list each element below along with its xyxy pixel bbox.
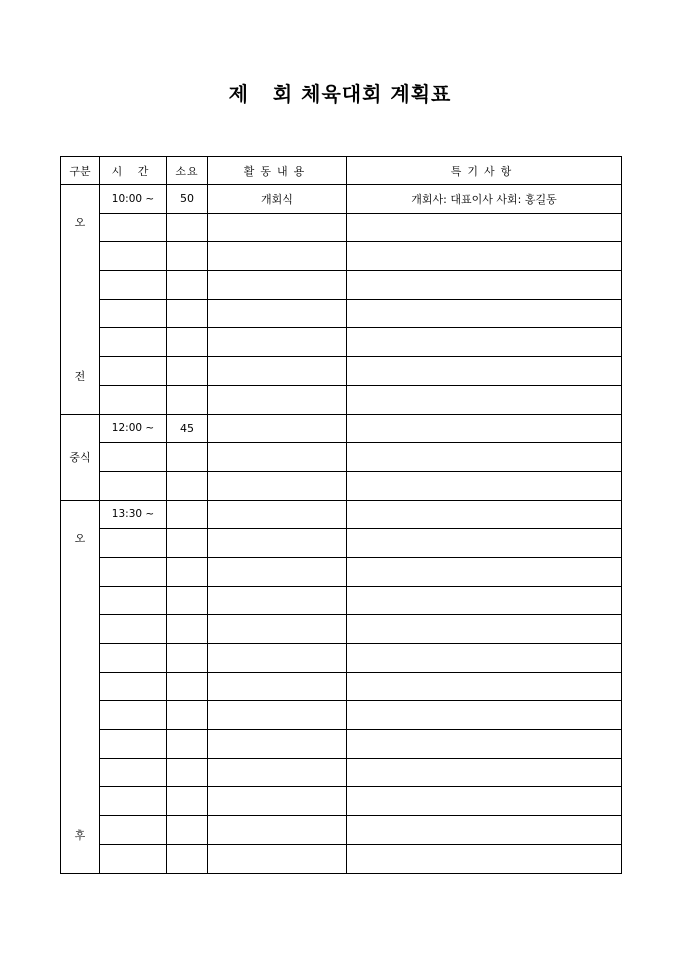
time-cell[interactable] <box>100 787 167 816</box>
table-row <box>61 185 622 214</box>
header-duration: 소요 <box>167 157 208 185</box>
duration-cell[interactable] <box>167 730 208 759</box>
time-cell[interactable]: 12:00 ~ <box>100 414 167 443</box>
activity-cell[interactable] <box>208 213 347 242</box>
notes-cell[interactable] <box>347 500 622 529</box>
activity-cell[interactable] <box>208 586 347 615</box>
notes-cell[interactable] <box>347 730 622 759</box>
time-cell[interactable] <box>100 299 167 328</box>
notes-cell[interactable] <box>347 816 622 845</box>
activity-cell[interactable] <box>208 357 347 386</box>
time-cell[interactable] <box>100 758 167 787</box>
duration-cell[interactable] <box>167 213 208 242</box>
notes-cell[interactable] <box>347 615 622 644</box>
division-cell-afternoon <box>61 500 100 873</box>
notes-cell[interactable] <box>347 443 622 472</box>
duration-cell[interactable] <box>167 701 208 730</box>
notes-cell[interactable] <box>347 758 622 787</box>
table-row <box>61 213 622 242</box>
notes-cell[interactable] <box>347 242 622 271</box>
activity-cell[interactable] <box>208 271 347 300</box>
duration-cell[interactable] <box>167 328 208 357</box>
duration-cell[interactable] <box>167 385 208 414</box>
activity-cell[interactable]: 개회식 <box>208 185 347 214</box>
time-cell[interactable] <box>100 816 167 845</box>
table-row <box>61 271 622 300</box>
header-row <box>61 157 622 185</box>
duration-cell[interactable] <box>167 672 208 701</box>
duration-cell[interactable]: 50 <box>167 185 208 214</box>
division-label-top: 오 <box>74 531 86 545</box>
activity-cell[interactable] <box>208 414 347 443</box>
table-row <box>61 357 622 386</box>
table-row <box>61 816 622 845</box>
activity-cell[interactable] <box>208 385 347 414</box>
activity-cell[interactable] <box>208 730 347 759</box>
event-plan-table <box>60 156 622 874</box>
division-label-top: 오 <box>74 216 86 230</box>
division-cell-morning <box>61 185 100 415</box>
table-row <box>61 299 622 328</box>
duration-cell[interactable] <box>167 758 208 787</box>
table-row <box>61 500 622 529</box>
time-cell[interactable] <box>100 844 167 873</box>
division-label-bottom: 후 <box>74 829 86 843</box>
activity-cell[interactable] <box>208 672 347 701</box>
time-cell[interactable] <box>100 529 167 558</box>
table-row <box>61 615 622 644</box>
time-cell[interactable] <box>100 615 167 644</box>
table-row <box>61 586 622 615</box>
notes-cell[interactable] <box>347 787 622 816</box>
duration-cell[interactable] <box>167 586 208 615</box>
notes-cell[interactable]: 개회사: 대표이사 사회: 홍길동 <box>347 185 622 214</box>
notes-cell[interactable] <box>347 271 622 300</box>
notes-cell[interactable] <box>347 414 622 443</box>
header-division: 구분 <box>61 157 100 185</box>
time-cell[interactable] <box>100 242 167 271</box>
notes-cell[interactable] <box>347 385 622 414</box>
notes-cell[interactable] <box>347 586 622 615</box>
activity-cell[interactable] <box>208 500 347 529</box>
duration-cell[interactable] <box>167 844 208 873</box>
notes-cell[interactable] <box>347 299 622 328</box>
activity-cell[interactable] <box>208 443 347 472</box>
time-cell[interactable]: 13:30 ~ <box>100 500 167 529</box>
activity-cell[interactable] <box>208 701 347 730</box>
table-row <box>61 385 622 414</box>
header-time: 시 간 <box>100 157 167 185</box>
table-row <box>61 672 622 701</box>
notes-cell[interactable] <box>347 529 622 558</box>
time-cell[interactable] <box>100 443 167 472</box>
table-row <box>61 730 622 759</box>
table-row <box>61 557 622 586</box>
table-row <box>61 414 622 443</box>
notes-cell[interactable] <box>347 701 622 730</box>
duration-cell[interactable] <box>167 242 208 271</box>
division-cell-lunch <box>61 414 100 500</box>
table-row <box>61 443 622 472</box>
duration-cell[interactable] <box>167 644 208 673</box>
notes-cell[interactable] <box>347 213 622 242</box>
activity-cell[interactable] <box>208 844 347 873</box>
activity-cell[interactable] <box>208 299 347 328</box>
activity-cell[interactable] <box>208 816 347 845</box>
activity-cell[interactable] <box>208 787 347 816</box>
duration-cell[interactable] <box>167 500 208 529</box>
time-cell[interactable]: 10:00 ~ <box>100 185 167 214</box>
time-cell[interactable] <box>100 557 167 586</box>
time-cell[interactable] <box>100 328 167 357</box>
table-body <box>61 185 622 874</box>
time-cell[interactable] <box>100 644 167 673</box>
table-row <box>61 844 622 873</box>
time-cell[interactable] <box>100 385 167 414</box>
notes-cell[interactable] <box>347 328 622 357</box>
activity-cell[interactable] <box>208 242 347 271</box>
table-row <box>61 701 622 730</box>
notes-cell[interactable] <box>347 844 622 873</box>
activity-cell[interactable] <box>208 615 347 644</box>
activity-cell[interactable] <box>208 644 347 673</box>
duration-cell[interactable] <box>167 471 208 500</box>
table-row <box>61 471 622 500</box>
activity-cell[interactable] <box>208 758 347 787</box>
activity-cell[interactable] <box>208 529 347 558</box>
division-label-bottom: 전 <box>74 370 86 384</box>
duration-cell[interactable] <box>167 816 208 845</box>
notes-cell[interactable] <box>347 557 622 586</box>
notes-cell[interactable] <box>347 644 622 673</box>
time-cell[interactable] <box>100 471 167 500</box>
duration-cell[interactable] <box>167 557 208 586</box>
duration-cell[interactable] <box>167 271 208 300</box>
duration-cell[interactable] <box>167 299 208 328</box>
activity-cell[interactable] <box>208 557 347 586</box>
time-cell[interactable] <box>100 271 167 300</box>
time-cell[interactable] <box>100 213 167 242</box>
duration-cell[interactable] <box>167 787 208 816</box>
activity-cell[interactable] <box>208 328 347 357</box>
notes-cell[interactable] <box>347 357 622 386</box>
division-label: 중식 <box>69 451 91 465</box>
time-cell[interactable] <box>100 586 167 615</box>
notes-cell[interactable] <box>347 471 622 500</box>
header-activity: 활동내용 <box>208 157 347 185</box>
time-cell[interactable] <box>100 701 167 730</box>
time-cell[interactable] <box>100 357 167 386</box>
duration-cell[interactable] <box>167 357 208 386</box>
header-notes: 특기사항 <box>347 157 622 185</box>
duration-cell[interactable] <box>167 615 208 644</box>
notes-cell[interactable] <box>347 672 622 701</box>
time-cell[interactable] <box>100 672 167 701</box>
page-title: 제 회 체육대회 계획표 <box>228 82 452 106</box>
table-row <box>61 242 622 271</box>
table-row <box>61 758 622 787</box>
table-row <box>61 644 622 673</box>
table-row <box>61 328 622 357</box>
duration-cell[interactable] <box>167 443 208 472</box>
table-row <box>61 529 622 558</box>
table-row <box>61 787 622 816</box>
activity-cell[interactable] <box>208 471 347 500</box>
duration-cell[interactable] <box>167 529 208 558</box>
duration-cell[interactable]: 45 <box>167 414 208 443</box>
time-cell[interactable] <box>100 730 167 759</box>
